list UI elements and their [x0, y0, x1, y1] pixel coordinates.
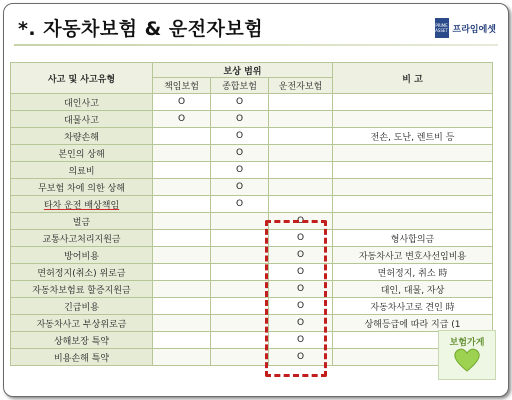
cell-driver: O [269, 247, 333, 264]
cell-comprehensive: O [211, 196, 269, 213]
cell-note [333, 196, 493, 213]
cell-liability [153, 315, 211, 332]
header-driver: 운전자보험 [269, 78, 333, 94]
row-label [11, 349, 153, 366]
row-label-text: 대물사고 [64, 115, 99, 126]
row-label-text: 벌금 [72, 217, 91, 228]
cell-note [333, 145, 493, 162]
row-label [11, 179, 153, 196]
cell-note: 상해등급에 따라 지급 (1 [333, 315, 493, 332]
cell-comprehensive [211, 264, 269, 281]
table-row [11, 264, 493, 281]
row-label-text: 면허정지(취소) 위로금 [37, 268, 126, 279]
cell-comprehensive [211, 213, 269, 230]
title-divider [14, 44, 498, 46]
cell-liability [153, 349, 211, 366]
row-label-text: 긴급비용 [64, 302, 99, 313]
cell-liability [153, 196, 211, 213]
row-label-text: 대인사고 [64, 98, 99, 109]
header-comprehensive: 종합보험 [211, 78, 269, 94]
header-range: 보상 범위 [153, 63, 333, 78]
row-label-text: 교통사고처리지원금 [42, 234, 121, 245]
cell-comprehensive: O [211, 179, 269, 196]
cell-liability [153, 213, 211, 230]
row-label [11, 230, 153, 247]
row-label-text: 방어비용 [64, 251, 99, 262]
cell-note: 자동차사고 변호사선임비용 [333, 247, 493, 264]
row-label-text: 상해보장 특약 [53, 336, 110, 347]
cell-liability: O [153, 111, 211, 128]
row-label-text: 비용손해 특약 [53, 353, 110, 364]
row-label [11, 128, 153, 145]
cell-driver [269, 162, 333, 179]
header-note: 비 고 [333, 63, 493, 94]
cell-note: 면허정지, 취소 時 [333, 264, 493, 281]
badge-text: 보험가게 [449, 338, 485, 348]
table-row [11, 332, 493, 349]
header-liability: 책임보험 [153, 78, 211, 94]
cell-driver: O [269, 230, 333, 247]
table-row [11, 162, 493, 179]
cell-note: 형사합의금 [333, 230, 493, 247]
brand-logo-icon: PRIME ASSET [435, 18, 449, 38]
cell-liability [153, 247, 211, 264]
row-label [11, 247, 153, 264]
row-label [11, 298, 153, 315]
cell-liability [153, 281, 211, 298]
cell-comprehensive [211, 230, 269, 247]
row-label-text: 자동차보험료 할증지원금 [32, 285, 131, 296]
table-row [11, 281, 493, 298]
table-row [11, 111, 493, 128]
table-row [11, 145, 493, 162]
row-label-text: 본인의 상해 [58, 149, 105, 160]
cell-comprehensive: O [211, 128, 269, 145]
cell-note: 대인, 대물, 자상 [333, 281, 493, 298]
cell-comprehensive: O [211, 162, 269, 179]
row-label [11, 264, 153, 281]
cell-comprehensive [211, 281, 269, 298]
cell-note [333, 111, 493, 128]
cell-driver [269, 196, 333, 213]
cell-comprehensive [211, 349, 269, 366]
row-label [11, 332, 153, 349]
cell-note [333, 94, 493, 111]
cell-note [333, 162, 493, 179]
cell-driver: O [269, 264, 333, 281]
heart-icon [453, 347, 481, 373]
cell-liability: O [153, 94, 211, 111]
row-label [11, 94, 153, 111]
row-label [11, 281, 153, 298]
cell-liability [153, 298, 211, 315]
cell-driver [269, 128, 333, 145]
cell-driver: O [269, 349, 333, 366]
cell-driver [269, 145, 333, 162]
page-title: *. 자동차보험 & 운전자보험 [18, 18, 264, 40]
row-label-text: 의료비 [68, 166, 95, 177]
cell-liability [153, 145, 211, 162]
brand [435, 18, 496, 38]
cell-driver: O [269, 213, 333, 230]
cell-liability [153, 179, 211, 196]
cell-note [333, 179, 493, 196]
insurance-badge [438, 330, 496, 380]
cell-driver [269, 94, 333, 111]
table-row [11, 315, 493, 332]
cell-driver: O [269, 281, 333, 298]
row-label-text: 타차 운전 배상책임 [43, 200, 120, 211]
table-row [11, 230, 493, 247]
cell-driver: O [269, 315, 333, 332]
table-row [11, 94, 493, 111]
cell-liability [153, 264, 211, 281]
row-label [11, 315, 153, 332]
row-label-text: 차량손해 [64, 132, 99, 143]
cell-liability [153, 332, 211, 349]
table-row [11, 196, 493, 213]
table-row [11, 213, 493, 230]
row-label [11, 162, 153, 179]
row-label [11, 196, 153, 213]
highlight-box [265, 220, 327, 377]
cell-comprehensive: O [211, 145, 269, 162]
table-row [11, 128, 493, 145]
cell-liability [153, 162, 211, 179]
brand-name: 프라임에셋 [452, 24, 496, 35]
row-label [11, 145, 153, 162]
cell-note: 자동차사고로 견인 時 [333, 298, 493, 315]
cell-comprehensive [211, 332, 269, 349]
cell-liability [153, 230, 211, 247]
header-category: 사고 및 사고유형 [11, 63, 153, 94]
cell-comprehensive [211, 315, 269, 332]
cell-liability [153, 128, 211, 145]
cell-driver: O [269, 332, 333, 349]
cell-note: 전손, 도난, 렌트비 등 [333, 128, 493, 145]
cell-comprehensive: O [211, 111, 269, 128]
cell-driver [269, 179, 333, 196]
table-row [11, 298, 493, 315]
table-row [11, 247, 493, 264]
table-row [11, 179, 493, 196]
row-label [11, 111, 153, 128]
cell-note [333, 213, 493, 230]
table-row [11, 349, 493, 366]
cell-comprehensive: O [211, 94, 269, 111]
row-label [11, 213, 153, 230]
cell-driver: O [269, 298, 333, 315]
cell-comprehensive [211, 298, 269, 315]
cell-driver [269, 111, 333, 128]
row-label-text: 자동차사고 부상위로금 [36, 319, 127, 330]
coverage-table [10, 62, 493, 366]
row-label-text: 무보험 차에 의한 상해 [38, 183, 125, 194]
cell-comprehensive [211, 247, 269, 264]
